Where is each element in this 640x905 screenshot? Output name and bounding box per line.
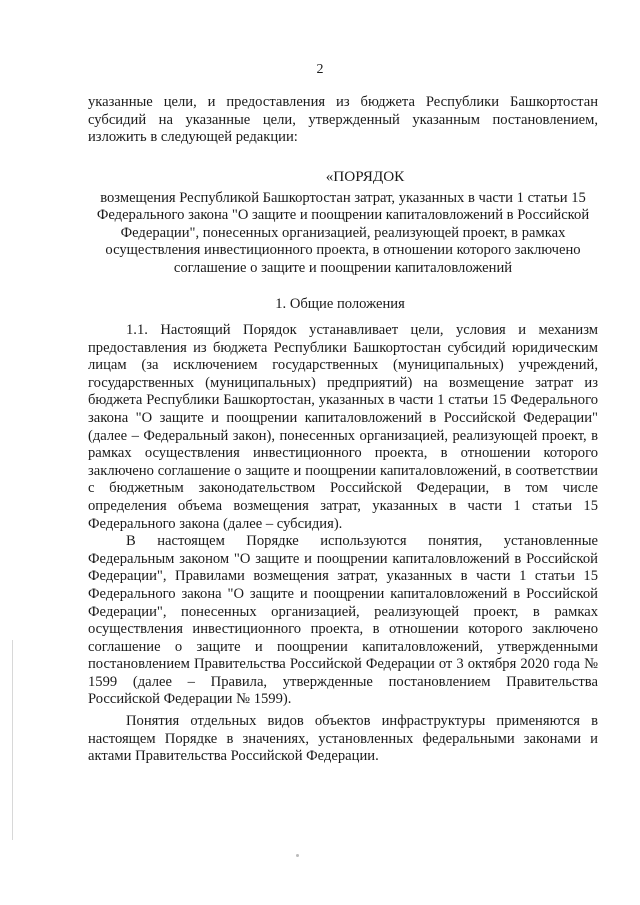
scan-artifact bbox=[296, 854, 299, 857]
scan-margin-line bbox=[12, 640, 13, 840]
title-subtitle: возмещения Республикой Башкортостан затрат, указанных в части 1 статьи 15 Федерального закона "О защите и поощрении капиталовложений в Российской Федерации", понесенных организацией, реализующей проект, в рамках осуществления инвестиционного проекта, в отношении которого заключено соглашение о защите и поощрении капиталовложений bbox=[96, 189, 590, 276]
section-body bbox=[88, 322, 598, 766]
title-main: «ПОРЯДОК bbox=[325, 168, 405, 185]
section-heading: 1. Общие положения bbox=[275, 296, 405, 312]
intro-paragraph: указанные цели, и предоставления из бюджета Республики Башкортостан субсидий на указанные цели, утвержденный указанным постановлением, изложить в следующей редакции: bbox=[88, 94, 598, 146]
paragraph-1-1: 1.1. Настоящий Порядок устанавливает цели, условия и механизм предоставления из бюджета Республики Башкортостан субсидий юридическим лицам (за исключением государственных (муниципальных) учреждений, государственных (муниципальных) предприятий) на возмещение затрат из бюджета Республики Башкортостан, указанных в части 1 статьи 15 Федерального закона "О защите и поощрении капиталовложений в Российской Федерации" (далее – Федеральный закон), понесенных организацией, реализующей проект, в рамках осуществления инвестиционного проекта, в отношении которого заключено соглашение о защите и поощрении капиталовложений, в соответствии с бюджетным законодательством Российской Федерации, в том числе определения объема возмещения затрат, указанных в части 1 статьи 15 Федерального закона (далее – субсидия). bbox=[88, 322, 598, 532]
page-number: 2 bbox=[316, 62, 324, 77]
document-title bbox=[88, 168, 598, 278]
paragraph-infrastructure: Понятия отдельных видов объектов инфраструктуры применяются в настоящем Порядке в значениях, установленных федеральными законами и актами Правительства Российской Федерации. bbox=[88, 713, 598, 765]
paragraph-definitions: В настоящем Порядке используются понятия, установленные Федеральным законом "О защите и поощрении капиталовложений в Российской Федерации", Правилами возмещения затрат, указанных в части 1 статьи 15 Федерального закона "О защите и поощрении капиталовложений в Российской Федерации", понесенных организацией, реализующей проект, в рамках осуществления инвестиционного проекта, в отношении которого заключено соглашение о защите и поощрении капиталовложений, утвержденными постановлением Правительства Российской Федерации от 3 октября 2020 года № 1599 (далее – Правила, утвержденные постановлением Правительства Российской Федерации № 1599). bbox=[88, 533, 598, 708]
